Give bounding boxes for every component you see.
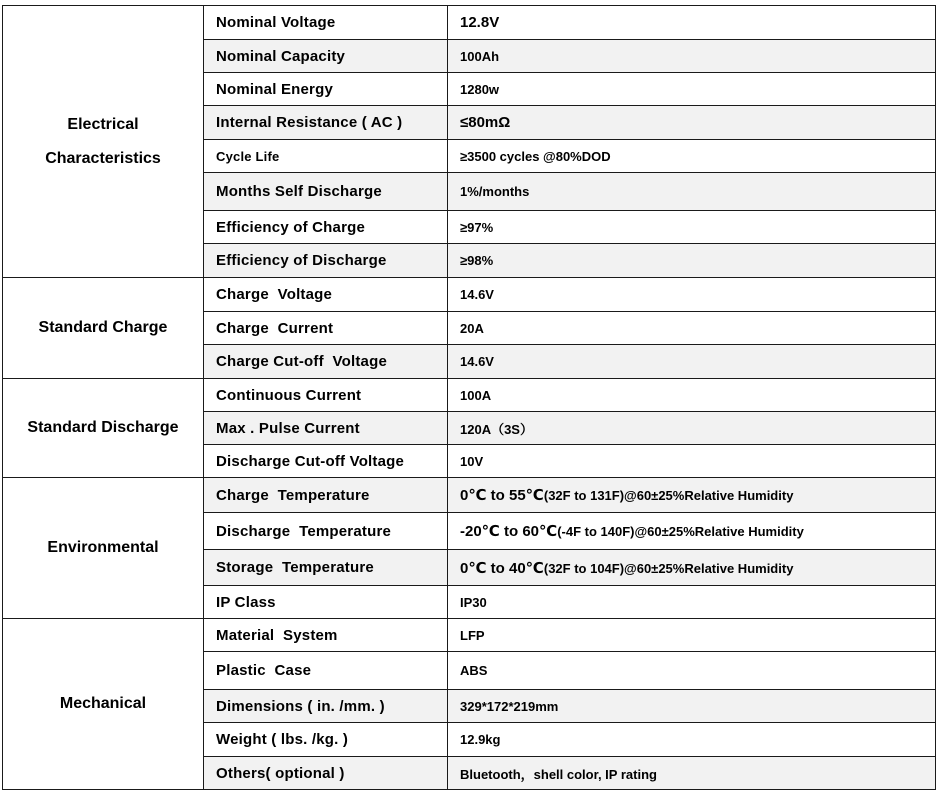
param-value: ≥97% <box>448 211 936 244</box>
param-label: Efficiency of Discharge <box>204 244 448 278</box>
param-label: Charge Cut-off Voltage <box>204 345 448 379</box>
temperature-range: 0℃ to 55℃ <box>460 487 544 504</box>
param-label: Storage Temperature <box>204 550 448 586</box>
table-row <box>3 619 936 652</box>
temperature-detail: (32F to 104F)@60±25%Relative Humidity <box>543 560 794 576</box>
category-standard-discharge: Standard Discharge <box>3 379 204 478</box>
table-row <box>3 278 936 312</box>
param-value: 1%/months <box>448 173 936 211</box>
category-environmental: Environmental <box>3 478 204 619</box>
param-value: 14.6V <box>448 278 936 312</box>
param-value: 12.8V <box>448 6 936 40</box>
temperature-detail: (-4F to 140F)@60±25%Relative Humidity <box>557 524 804 539</box>
category-electrical: Electrical Characteristics <box>3 6 204 278</box>
param-value: ABS <box>448 652 936 690</box>
param-value: Bluetooth，shell color, IP rating <box>448 757 936 790</box>
param-value: 12.9kg <box>448 723 936 757</box>
param-value: LFP <box>448 619 936 652</box>
param-value: ≥3500 cycles @80%DOD <box>448 140 936 173</box>
param-label: Cycle Life <box>204 140 448 173</box>
param-label: Dimensions ( in. /mm. ) <box>204 690 448 723</box>
category-mechanical: Mechanical <box>3 619 204 790</box>
param-value <box>448 513 936 550</box>
param-value <box>448 478 936 513</box>
param-value: ≥98% <box>448 244 936 278</box>
param-value: 20A <box>448 312 936 345</box>
param-label: IP Class <box>204 586 448 619</box>
param-value: 329*172*219mm <box>448 690 936 723</box>
param-label: Nominal Capacity <box>204 40 448 73</box>
param-label: Charge Voltage <box>204 278 448 312</box>
param-label: Months Self Discharge <box>204 173 448 211</box>
temperature-range: -20℃ to 60℃ <box>460 523 558 540</box>
temperature-range: 0℃ to 40℃ <box>460 559 544 577</box>
param-label: Internal Resistance ( AC ) <box>204 106 448 140</box>
param-label: Continuous Current <box>204 379 448 412</box>
param-label: Max . Pulse Current <box>204 412 448 445</box>
param-value: 1280w <box>448 73 936 106</box>
param-label: Nominal Energy <box>204 73 448 106</box>
param-value: 100Ah <box>448 40 936 73</box>
param-label: Nominal Voltage <box>204 6 448 40</box>
param-value: 120A（3S） <box>448 412 936 445</box>
param-value: 10V <box>448 445 936 478</box>
temperature-detail: (32F to 131F)@60±25%Relative Humidity <box>543 488 794 503</box>
param-label: Efficiency of Charge <box>204 211 448 244</box>
table-row <box>3 379 936 412</box>
battery-spec-table <box>2 5 936 790</box>
param-label: Discharge Temperature <box>204 513 448 550</box>
param-label: Plastic Case <box>204 652 448 690</box>
param-label: Others( optional ) <box>204 757 448 790</box>
table-row <box>3 478 936 513</box>
param-value <box>448 550 936 586</box>
param-value: 100A <box>448 379 936 412</box>
param-label: Weight ( lbs. /kg. ) <box>204 723 448 757</box>
param-label: Charge Current <box>204 312 448 345</box>
table-row <box>3 6 936 40</box>
param-value: 14.6V <box>448 345 936 379</box>
param-value: ≤80mΩ <box>448 106 936 140</box>
category-standard-charge: Standard Charge <box>3 278 204 379</box>
param-label: Material System <box>204 619 448 652</box>
param-value: IP30 <box>448 586 936 619</box>
param-label: Charge Temperature <box>204 478 448 513</box>
param-label: Discharge Cut-off Voltage <box>204 445 448 478</box>
